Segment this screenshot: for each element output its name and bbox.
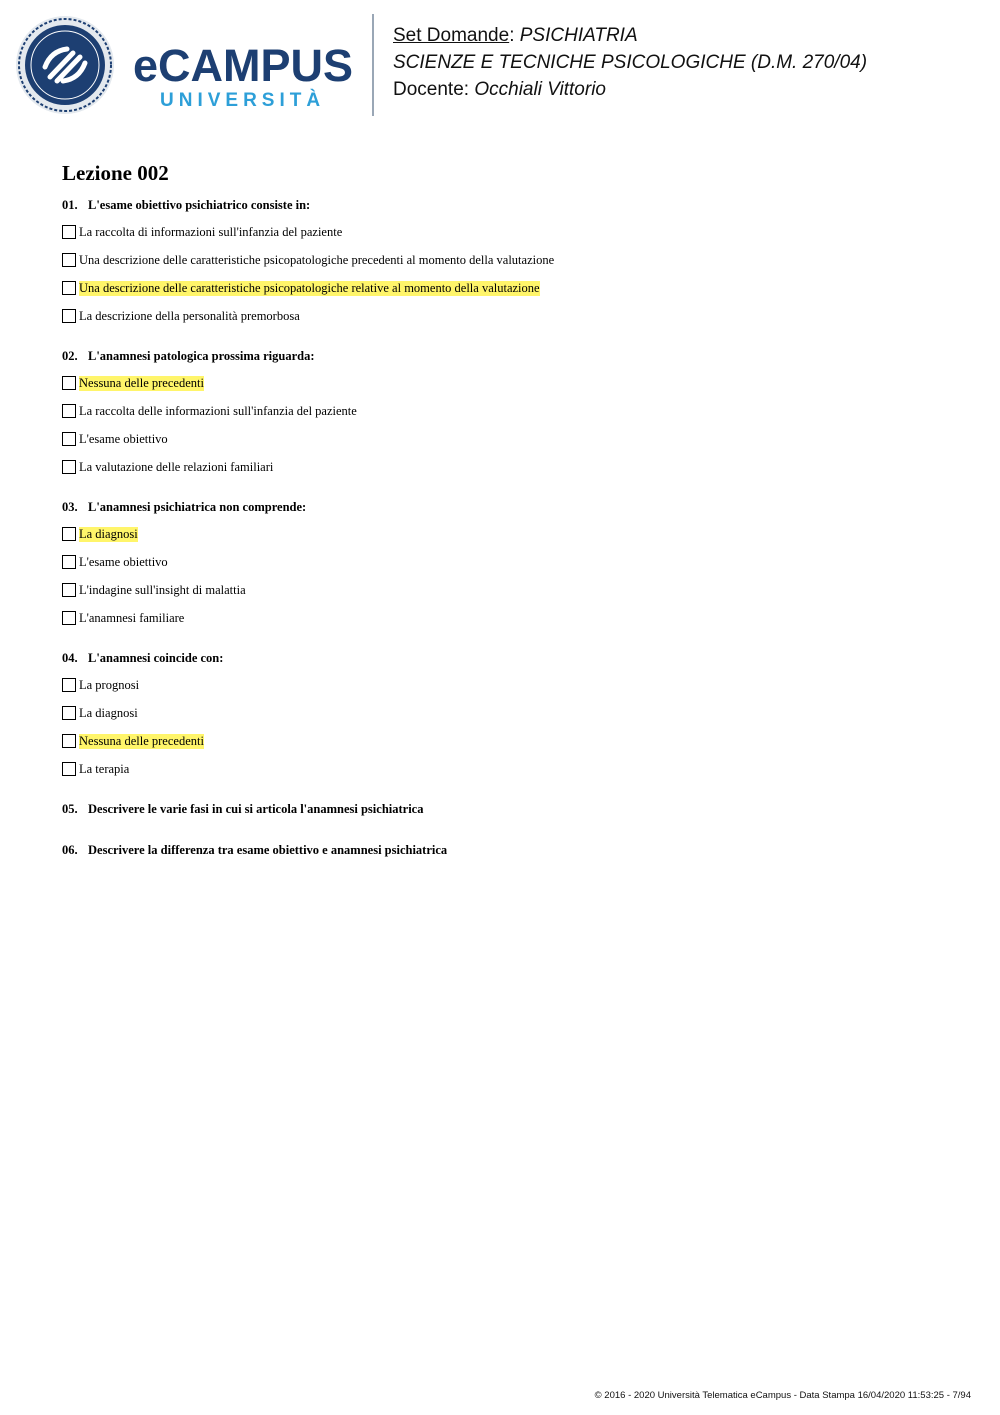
option-text: L'esame obiettivo — [79, 431, 168, 446]
checkbox[interactable] — [62, 460, 76, 474]
checkbox[interactable] — [62, 527, 76, 541]
course-line — [393, 49, 867, 76]
option-text: La terapia — [79, 761, 130, 776]
option-text: La diagnosi — [79, 705, 138, 720]
logo-sub-text: UNIVERSITÀ — [160, 90, 326, 111]
checkbox[interactable] — [62, 555, 76, 569]
checkbox[interactable] — [62, 706, 76, 720]
question-text: L'esame obiettivo psichiatrico consiste in: — [88, 198, 311, 212]
checkbox[interactable] — [62, 762, 76, 776]
checkbox[interactable] — [62, 281, 76, 295]
answer-option-correct[interactable] — [62, 733, 204, 749]
ecampus-logo — [15, 15, 360, 117]
answer-option[interactable] — [62, 554, 168, 570]
question-06: 06. Descrivere la differenza tra esame obiettivo e anamnesi psichiatrica — [62, 843, 448, 857]
answer-option[interactable] — [62, 459, 273, 475]
checkbox[interactable] — [62, 225, 76, 239]
checkbox[interactable] — [62, 583, 76, 597]
option-text: L'indagine sull'insight di malattia — [79, 582, 246, 597]
set-label: Set Domande — [393, 25, 510, 46]
option-text-highlighted: Nessuna delle precedenti — [79, 733, 204, 748]
logo-seal-icon — [16, 16, 114, 114]
answer-option[interactable] — [62, 224, 342, 240]
answer-option[interactable] — [62, 403, 357, 419]
set-value: PSICHIATRIA — [519, 25, 638, 46]
checkbox[interactable] — [62, 376, 76, 390]
checkbox[interactable] — [62, 253, 76, 267]
checkbox[interactable] — [62, 734, 76, 748]
option-text-highlighted: Una descrizione delle caratteristiche psicopatologiche relative al momento della valutazione — [79, 280, 540, 295]
course-name: SCIENZE E TECNICHE PSICOLOGICHE (D.M. 270/04) — [393, 52, 868, 73]
question-text: Descrivere la differenza tra esame obiettivo e anamnesi psichiatrica — [88, 843, 448, 857]
question-03: 03. L'anamnesi psichiatrica non comprende: — [62, 500, 307, 514]
answer-option[interactable] — [62, 705, 138, 721]
option-text: Una descrizione delle caratteristiche psicopatologiche precedenti al momento della valutazione — [79, 252, 555, 267]
question-01: 01. L'esame obiettivo psichiatrico consiste in: — [62, 198, 311, 212]
question-05: 05. Descrivere le varie fasi in cui si articola l'anamnesi psichiatrica — [62, 802, 424, 816]
logo-brand-text: eCAMPUS — [133, 40, 354, 91]
question-text: L'anamnesi psichiatrica non comprende: — [88, 500, 307, 514]
checkbox[interactable] — [62, 404, 76, 418]
teacher-label: Docente — [393, 79, 464, 100]
option-text: L'anamnesi familiare — [79, 610, 185, 625]
question-02: 02. L'anamnesi patologica prossima riguarda: — [62, 349, 315, 363]
option-text: La prognosi — [79, 677, 140, 692]
teacher-name: Occhiali Vittorio — [474, 79, 606, 100]
option-text: La valutazione delle relazioni familiari — [79, 459, 274, 474]
question-text: L'anamnesi coincide con: — [88, 651, 224, 665]
answer-option[interactable] — [62, 677, 139, 693]
checkbox[interactable] — [62, 611, 76, 625]
checkbox[interactable] — [62, 678, 76, 692]
checkbox[interactable] — [62, 432, 76, 446]
answer-option[interactable] — [62, 252, 554, 268]
document-header — [393, 22, 867, 103]
option-text: L'esame obiettivo — [79, 554, 168, 569]
set-line: Set Domande: PSICHIATRIA — [393, 25, 638, 46]
answer-option[interactable] — [62, 582, 246, 598]
question-text: Descrivere le varie fasi in cui si articola l'anamnesi psichiatrica — [88, 802, 424, 816]
answer-option-correct[interactable] — [62, 526, 138, 542]
page-footer: © 2016 - 2020 Università Telematica eCampus - Data Stampa 16/04/2020 11:53:25 - 7/94 — [594, 1390, 971, 1401]
header-divider — [372, 14, 374, 116]
answer-option[interactable] — [62, 761, 129, 777]
answer-option[interactable] — [62, 308, 300, 324]
answer-option[interactable] — [62, 610, 184, 626]
question-text: L'anamnesi patologica prossima riguarda: — [88, 349, 315, 363]
answer-option[interactable] — [62, 431, 168, 447]
option-text-highlighted: La diagnosi — [79, 526, 138, 541]
option-text: La raccolta di informazioni sull'infanzia del paziente — [79, 224, 343, 239]
lesson-title: Lezione 002 — [62, 161, 169, 185]
teacher-line: Docente: Occhiali Vittorio — [393, 79, 606, 100]
option-text: La raccolta delle informazioni sull'infanzia del paziente — [79, 403, 357, 418]
checkbox[interactable] — [62, 309, 76, 323]
option-text: La descrizione della personalità premorbosa — [79, 308, 300, 323]
question-04: 04. L'anamnesi coincide con: — [62, 651, 224, 665]
answer-option-correct[interactable] — [62, 280, 540, 296]
answer-option-correct[interactable] — [62, 375, 204, 391]
option-text-highlighted: Nessuna delle precedenti — [79, 375, 204, 390]
